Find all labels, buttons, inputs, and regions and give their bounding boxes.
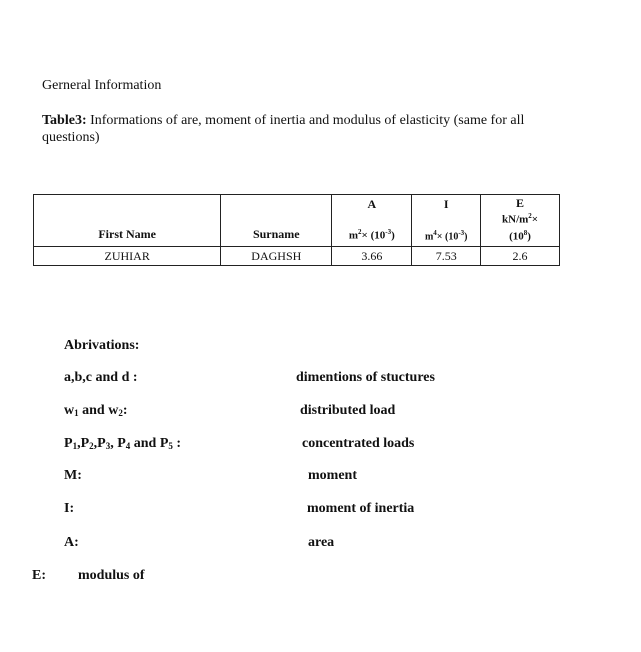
cell-first-name: ZUHIAR (34, 247, 221, 266)
table-header-row (34, 195, 560, 247)
abbr-term: $w_1$ and $w_2$: (64, 403, 128, 418)
header-inertia-symbol: I (443, 197, 449, 211)
abbr-term: M: (64, 468, 82, 483)
header-first-name (34, 195, 221, 247)
abbr-term: A: (64, 535, 79, 550)
header-elasticity-unit-line2: $(10^8)$ (509, 228, 531, 243)
abbr-term: a,b,c and d : (64, 370, 138, 385)
header-first-name-label: First Name (98, 227, 156, 241)
abbr-definition: distributed load (300, 403, 396, 418)
header-surname-label: Surname (252, 227, 300, 241)
abbr-term: E: (32, 568, 46, 583)
header-inertia-unit: $m^4\times (10^{-3})$ (424, 228, 468, 242)
header-inertia (412, 195, 481, 247)
abbr-definition: area (308, 535, 335, 550)
header-elasticity-symbol: E (516, 196, 525, 210)
cell-surname: DAGHSH (221, 247, 332, 266)
header-area (332, 195, 412, 247)
table-row (34, 247, 560, 266)
caption-label: Table3: (42, 113, 87, 128)
caption-text: Informations of are, moment of inertia and modulus of elasticity (same for all questions) (42, 113, 525, 145)
abbr-definition: modulus of (78, 568, 145, 583)
abbr-definition: concentrated loads (302, 436, 415, 451)
table-caption (42, 112, 572, 146)
info-table (33, 194, 560, 266)
header-surname (221, 195, 332, 247)
abbr-term: $P_1,P_2,P_3$, $P_4$ and $P_5$ : (64, 436, 182, 451)
abbr-definition: dimentions of stuctures (296, 370, 435, 385)
cell-area: 3.66 (332, 247, 412, 266)
section-title: Gerneral Information (42, 78, 162, 93)
abbr-definition: moment of inertia (307, 501, 415, 516)
header-elasticity (481, 195, 560, 247)
header-elasticity-unit-line1: $kN/m^2\times$ (502, 212, 539, 226)
abbr-term: I: (64, 501, 75, 516)
header-area-unit: $m^2\times (10^{-3})$ (348, 228, 395, 242)
abbr-definition: moment (308, 468, 357, 483)
cell-elasticity: 2.6 (481, 247, 560, 266)
header-area-symbol: A (367, 197, 377, 211)
cell-inertia: 7.53 (412, 247, 481, 266)
abbreviations-title: Abrivations: (64, 338, 140, 353)
